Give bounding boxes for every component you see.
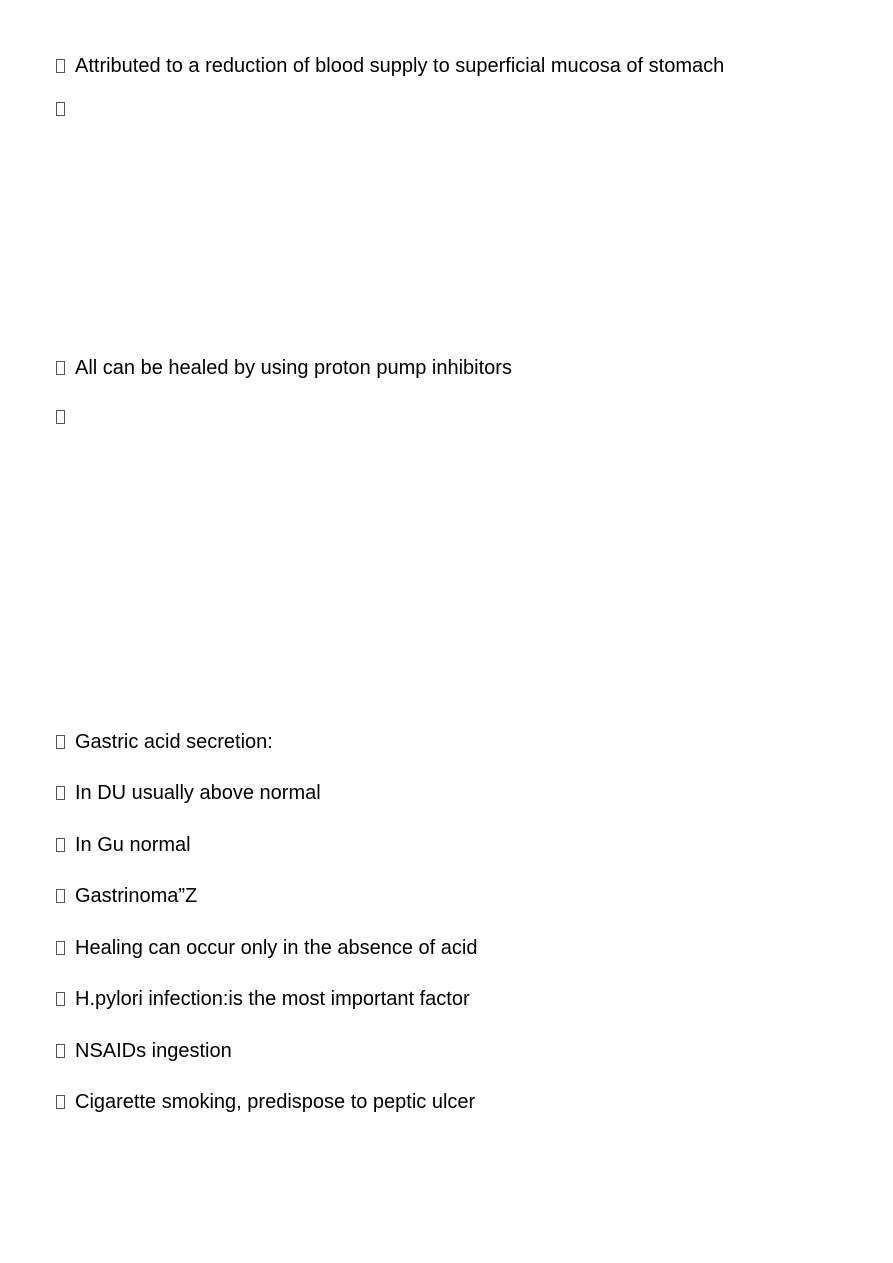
bullet-line-gastrinoma (56, 884, 197, 908)
bullet-line-gastric-acid (56, 730, 273, 754)
bullet-line-proton-pump (56, 356, 512, 380)
bullet-box-icon (56, 786, 65, 800)
bullet-line-gu (56, 833, 191, 857)
bullet-box-icon (56, 838, 65, 852)
bullet-line-du (56, 781, 321, 805)
bullet-line-hpylori (56, 987, 470, 1011)
bullet-line-empty (56, 97, 75, 121)
line-text: All can be healed by using proton pump inhibitors (75, 356, 512, 379)
line-text: Gastrinoma”Z (75, 884, 198, 907)
line-text: Attributed to a reduction of blood supply to superficial mucosa of stomach (75, 54, 725, 77)
bullet-line-smoking (56, 1090, 475, 1114)
bullet-box-icon (56, 735, 65, 749)
bullet-box-icon (56, 1095, 65, 1109)
bullet-line-nsaids (56, 1039, 232, 1063)
line-text: Healing can occur only in the absence of acid (75, 936, 478, 959)
line-text: NSAIDs ingestion (75, 1039, 232, 1062)
line-text: Gastric acid secretion: (75, 730, 273, 753)
bullet-box-icon (56, 102, 65, 116)
bullet-line-healing (56, 936, 477, 960)
bullet-box-icon (56, 59, 65, 73)
bullet-box-icon (56, 889, 65, 903)
bullet-line-empty (56, 405, 75, 429)
bullet-box-icon (56, 992, 65, 1006)
line-text: H.pylori infection:is the most important factor (75, 987, 470, 1010)
bullet-box-icon (56, 1044, 65, 1058)
line-text: Cigarette smoking, predispose to peptic ulcer (75, 1090, 476, 1113)
bullet-box-icon (56, 410, 65, 424)
line-text: In Gu normal (75, 833, 191, 856)
line-text: In DU usually above normal (75, 781, 321, 804)
bullet-line-blood-supply (56, 54, 724, 78)
bullet-box-icon (56, 361, 65, 375)
bullet-box-icon (56, 941, 65, 955)
